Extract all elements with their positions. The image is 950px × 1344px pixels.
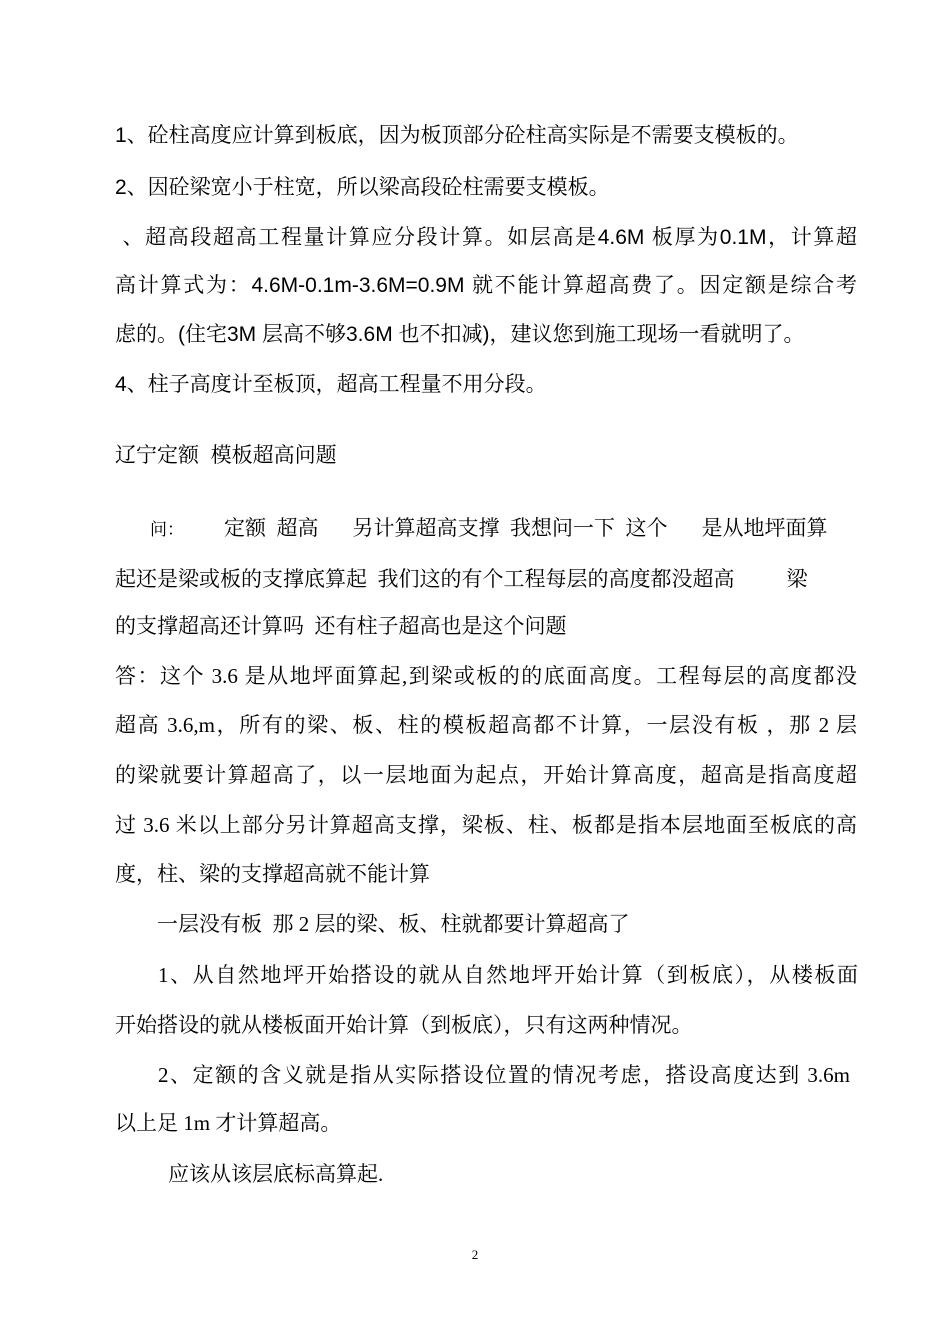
question-line-1	[150, 513, 828, 545]
list-item-3-line-1: 、超高段超高工程量计算应分段计算。如层高是4.6M 板厚为0.1M，计算超	[115, 226, 857, 249]
list-item-3-line-2: 高计算式为：4.6M-0.1m-3.6M=0.9M 就不能计算超高费了。因定额是综合考	[115, 274, 857, 297]
list-item-3-line-3: 虑的。(住宅3M 层高不够3.6M 也不扣减)，建议您到施工现场一看就明了。	[115, 323, 805, 346]
list-item-4: 4、柱子高度计至板顶，超高工程量不用分段。	[115, 373, 547, 396]
question-text-c: 是从地坪面算	[701, 516, 828, 540]
point-1-line-2: 开始搭设的就从楼板面开始计算（到板底），只有这两种情况。	[115, 1013, 693, 1037]
page-number: 2	[471, 1247, 479, 1262]
answer-line-4: 过 3.6 米以上部分另计算超高支撑，梁板、柱、板都是指本层地面至板底的高	[115, 813, 857, 837]
answer-line-2: 超高 3.6,m，所有的梁、板、柱的模板超高都不计算，一层没有板 ，那 2 层	[115, 713, 857, 737]
question-text-a: 定额 超高	[224, 516, 319, 540]
question-label: 问：	[150, 520, 184, 539]
list-item-1: 1、砼柱高度应计算到板底，因为板顶部分砼柱高实际是不需要支模板的。	[115, 124, 799, 147]
note-line-1: 一层没有板 那 2 层的梁、板、柱就都要计算超高了	[157, 912, 630, 936]
question-text-e: 梁	[786, 567, 808, 591]
answer-line-1: 答：这个 3.6 是从地坪面算起,到梁或板的的底面高度。工程每层的高度都没	[115, 664, 857, 688]
point-1-line-1: 1、从自然地坪开始搭设的就从自然地坪开始计算（到板底），从楼板面	[158, 963, 858, 987]
note-line-2: 应该从该层底标高算起.	[168, 1162, 384, 1186]
answer-line-3: 的梁就要计算超高了，以一层地面为起点，开始计算高度，超高是指高度超	[115, 763, 857, 787]
question-text-d: 起还是梁或板的支撑底算起 我们这的有个工程每层的高度都没超高	[115, 567, 735, 591]
point-2-line-2: 以上足 1m 才计算超高。	[115, 1111, 342, 1135]
question-line-2	[115, 564, 808, 594]
list-item-2: 2、因砼梁宽小于柱宽，所以梁高段砼柱需要支模板。	[115, 176, 610, 199]
point-2-line-1: 2、定额的含义就是指从实际搭设位置的情况考虑，搭设高度达到 3.6m	[158, 1063, 850, 1087]
question-line-3: 的支撑超高还计算吗 还有柱子超高也是这个问题	[115, 614, 567, 638]
answer-line-5: 度，柱、梁的支撑超高就不能计算	[115, 862, 430, 886]
question-text-b: 另计算超高支撑 我想问一下 这个	[352, 516, 668, 540]
section-heading: 辽宁定额 模板超高问题	[115, 444, 337, 467]
